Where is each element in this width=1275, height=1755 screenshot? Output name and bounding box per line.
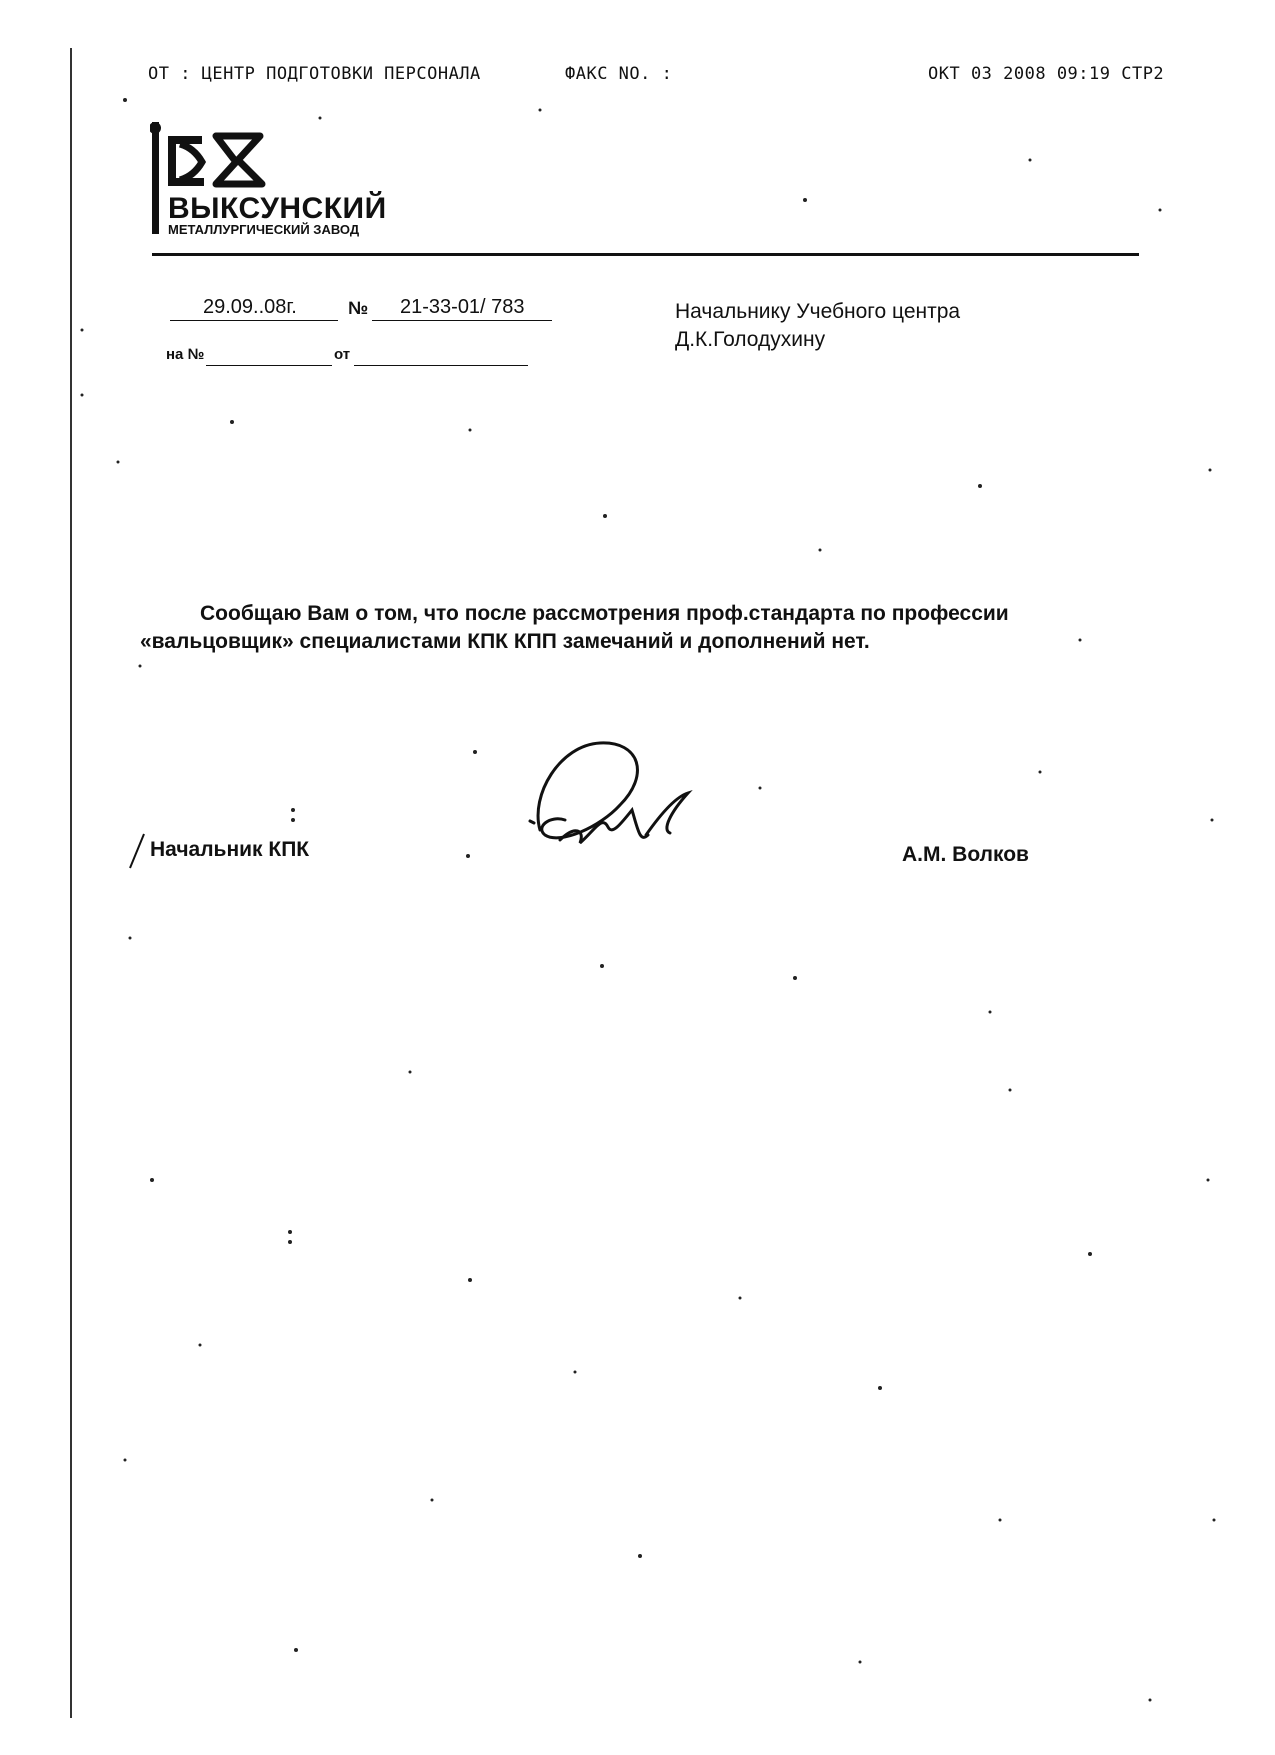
addressee-title: Начальнику Учебного центра (675, 300, 961, 323)
addressee-name: Д.К.Голодухину (675, 328, 826, 351)
outgoing-number: 21-33-01/ 783 (400, 296, 525, 318)
signatory-name: А.М. Волков (902, 843, 1029, 866)
ref-label: на № (166, 346, 205, 363)
company-name: ВЫКСУНСКИЙ (168, 192, 387, 225)
body-line-1: Сообщаю Вам о том, что после рассмотрения проф.стандарта по профессии (200, 602, 1009, 625)
outgoing-date: 29.09..08г. (203, 296, 297, 318)
number-label: № (348, 298, 369, 318)
company-subtitle: МЕТАЛЛУРГИЧЕСКИЙ ЗАВОД (168, 222, 360, 237)
fax-from: ОТ : ЦЕНТР ПОДГОТОВКИ ПЕРСОНАЛА (148, 64, 481, 84)
ref-from-label: от (334, 346, 351, 363)
fax-number-label: ФАКС NO. : (565, 64, 673, 84)
signatory-position: Начальник КПК (150, 838, 310, 861)
fax-datetime-page: ОКТ 03 2008 09:19 СТР2 (928, 64, 1165, 84)
body-line-2: «вальцовщик» специалистами КПК КПП замечаний и дополнений нет. (140, 630, 870, 653)
